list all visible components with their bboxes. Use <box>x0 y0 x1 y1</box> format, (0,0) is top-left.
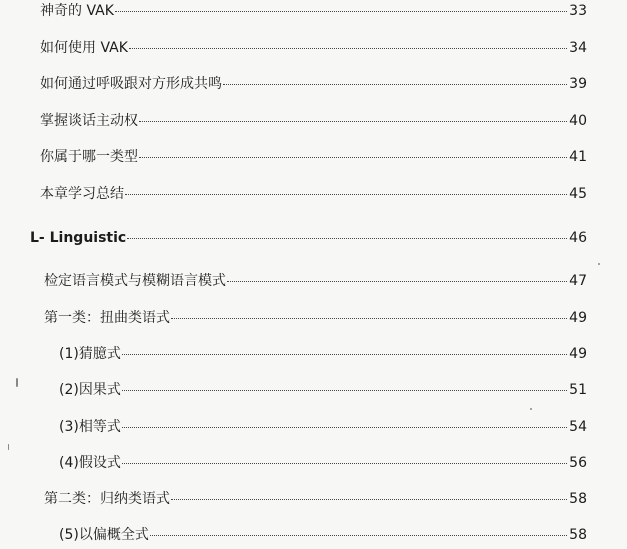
toc-entry-title: 本章学习总结 <box>40 186 124 202</box>
dot-leader <box>150 535 567 536</box>
toc-entry <box>44 272 587 290</box>
toc-entry-page: 41 <box>569 149 587 165</box>
toc-entry-page: 51 <box>569 382 587 398</box>
toc-entry-title: 神奇的 VAK <box>40 3 114 19</box>
scan-speck <box>598 263 600 265</box>
toc-entry-title: 你属于哪一类型 <box>40 149 138 165</box>
scan-speck <box>530 408 532 410</box>
dot-leader <box>171 499 567 500</box>
toc-entry-title: (2)因果式 <box>59 382 121 398</box>
toc-entry-title: (3)相等式 <box>59 419 121 435</box>
toc-entry-page: 49 <box>569 346 587 362</box>
toc-entry-title: L- Linguistic <box>30 230 127 246</box>
dot-leader <box>139 121 567 122</box>
dot-leader <box>122 354 567 355</box>
toc-entry-page: 34 <box>569 40 587 56</box>
toc-entry <box>44 309 587 327</box>
toc-entry-page: 46 <box>569 230 587 246</box>
toc-entry-title: 如何通过呼吸跟对方形成共鸣 <box>40 76 222 92</box>
toc-entry <box>59 418 587 436</box>
toc-entry <box>40 2 587 20</box>
toc-entry-page: 58 <box>569 527 587 543</box>
toc-entry-page: 56 <box>569 455 587 471</box>
toc-entry-title: (5)以偏概全式 <box>59 527 149 543</box>
toc-entry <box>40 148 587 166</box>
dot-leader <box>115 11 567 12</box>
toc-entry <box>59 526 587 544</box>
toc-entry-title: 如何使用 VAK <box>40 40 128 56</box>
dot-leader <box>139 157 567 158</box>
scan-speck <box>16 378 18 387</box>
dot-leader <box>223 84 567 85</box>
toc-entry <box>59 381 587 399</box>
toc-entry-title: 掌握谈话主动权 <box>40 113 138 129</box>
toc-entry <box>40 112 587 130</box>
toc-entry-title: (4)假设式 <box>59 455 121 471</box>
dot-leader <box>227 281 567 282</box>
dot-leader <box>122 390 567 391</box>
toc-entry-title: 检定语言模式与模糊语言模式 <box>44 273 226 289</box>
dot-leader <box>171 318 567 319</box>
dot-leader <box>125 194 567 195</box>
toc-entry-page: 54 <box>569 419 587 435</box>
toc-entry <box>40 185 587 203</box>
toc-entry-page: 58 <box>569 491 587 507</box>
toc-entry-page: 40 <box>569 113 587 129</box>
toc-entry <box>40 39 587 57</box>
toc-entry-title: 第一类：扭曲类语式 <box>44 310 170 326</box>
toc-entry <box>44 490 587 508</box>
scan-speck <box>8 444 9 450</box>
toc-chapter-entry <box>30 229 587 247</box>
toc-entry-page: 39 <box>569 76 587 92</box>
toc-entry <box>59 345 587 363</box>
dot-leader <box>122 427 567 428</box>
toc-entry <box>40 75 587 93</box>
toc-entry <box>59 454 587 472</box>
dot-leader <box>129 48 567 49</box>
toc-entry-title: 第二类：归纳类语式 <box>44 491 170 507</box>
dot-leader <box>122 463 567 464</box>
toc-entry-page: 49 <box>569 310 587 326</box>
dot-leader <box>127 238 567 239</box>
toc-entry-page: 45 <box>569 186 587 202</box>
toc-entry-page: 47 <box>569 273 587 289</box>
toc-entry-page: 33 <box>569 3 587 19</box>
toc-entry-title: (1)猜臆式 <box>59 346 121 362</box>
